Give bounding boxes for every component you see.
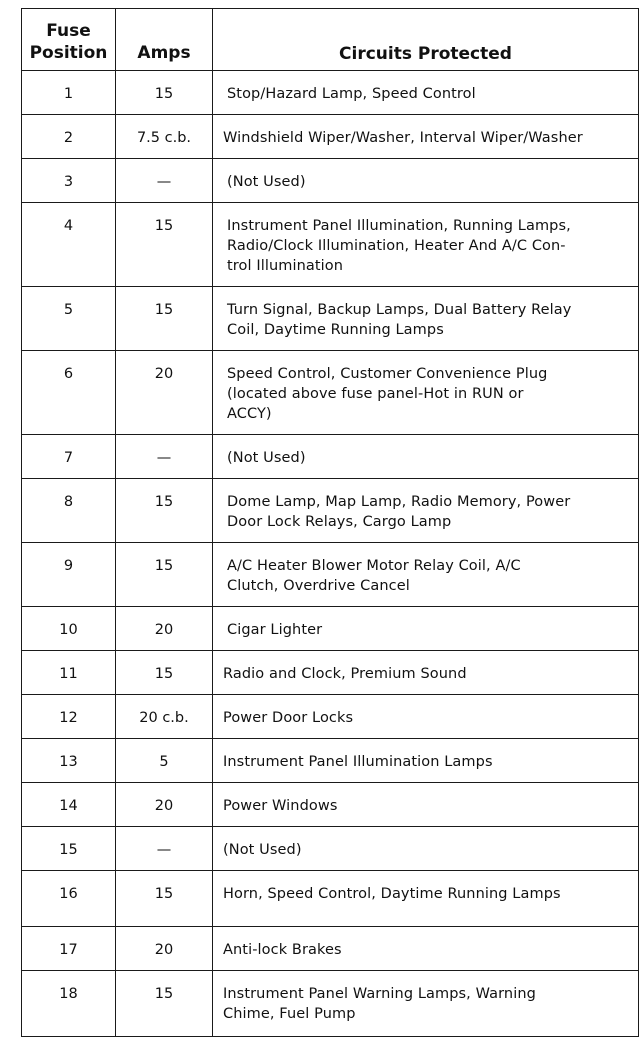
circuits-protected-cell (213, 695, 639, 739)
table-header-row (22, 9, 639, 71)
circuits-protected-cell (213, 827, 639, 871)
amps-cell: — (116, 435, 213, 479)
table-row (22, 927, 639, 971)
table-row (22, 351, 639, 435)
circuit-line: Dome Lamp, Map Lamp, Radio Memory, Power (227, 494, 571, 510)
circuit-line: Coil, Daytime Running Lamps (227, 322, 444, 338)
amps-cell: 15 (116, 287, 213, 351)
fuse-position-cell: 14 (22, 783, 116, 827)
fuse-position-cell: 11 (22, 651, 116, 695)
fuse-position-cell: 15 (22, 827, 116, 871)
fuse-position-cell: 8 (22, 479, 116, 543)
circuits-protected-cell (213, 435, 639, 479)
circuits-protected-cell (213, 115, 639, 159)
header-fuse-position-line1: Fuse (46, 21, 91, 41)
table-row (22, 543, 639, 607)
circuits-protected-cell (213, 651, 639, 695)
header-fuse-position-line2: Position (29, 43, 108, 63)
circuits-protected-cell (213, 203, 639, 287)
circuit-line: (Not Used) (223, 842, 302, 858)
table-row (22, 971, 639, 1037)
table-row (22, 739, 639, 783)
circuit-line: Radio and Clock, Premium Sound (223, 666, 467, 682)
header-fuse-position (22, 9, 116, 71)
circuit-line: Door Lock Relays, Cargo Lamp (227, 514, 452, 530)
amps-cell: 15 (116, 871, 213, 927)
table-row (22, 783, 639, 827)
header-circuits-protected: Circuits Protected (213, 9, 639, 71)
circuit-line: Speed Control, Customer Convenience Plug (227, 366, 548, 382)
table-row (22, 479, 639, 543)
fuse-position-cell: 9 (22, 543, 116, 607)
fuse-position-cell: 13 (22, 739, 116, 783)
circuit-line: A/C Heater Blower Motor Relay Coil, A/C (227, 558, 521, 574)
circuit-line: Turn Signal, Backup Lamps, Dual Battery Relay (227, 302, 572, 318)
circuits-protected-cell (213, 479, 639, 543)
amps-cell: 7.5 c.b. (116, 115, 213, 159)
circuit-line: Stop/Hazard Lamp, Speed Control (227, 86, 476, 102)
circuit-line: (Not Used) (227, 174, 306, 190)
amps-cell: 15 (116, 479, 213, 543)
circuits-protected-cell (213, 287, 639, 351)
fuse-position-cell: 12 (22, 695, 116, 739)
circuit-line: Instrument Panel Warning Lamps, Warning (223, 986, 536, 1002)
fuse-table (21, 8, 639, 1037)
table-row (22, 607, 639, 651)
table-row (22, 871, 639, 927)
circuit-line: Radio/Clock Illumination, Heater And A/C Con- (227, 238, 566, 254)
circuit-line: Power Windows (223, 798, 338, 814)
fuse-position-cell: 1 (22, 71, 116, 115)
circuits-protected-cell (213, 971, 639, 1037)
amps-cell: 15 (116, 203, 213, 287)
circuits-protected-cell (213, 607, 639, 651)
circuits-protected-cell (213, 159, 639, 203)
amps-cell: 20 c.b. (116, 695, 213, 739)
fuse-position-cell: 6 (22, 351, 116, 435)
fuse-position-cell: 3 (22, 159, 116, 203)
fuse-position-cell: 18 (22, 971, 116, 1037)
circuit-line: Chime, Fuel Pump (223, 1006, 356, 1022)
table-row (22, 651, 639, 695)
amps-cell: — (116, 827, 213, 871)
fuse-position-cell: 16 (22, 871, 116, 927)
circuit-line: Cigar Lighter (227, 622, 323, 638)
table-row (22, 159, 639, 203)
fuse-position-cell: 4 (22, 203, 116, 287)
circuits-protected-cell (213, 871, 639, 927)
amps-cell: 20 (116, 783, 213, 827)
header-amps: Amps (116, 9, 213, 71)
circuit-line: Anti-lock Brakes (223, 942, 342, 958)
circuit-line: trol Illumination (227, 258, 344, 274)
amps-cell: 20 (116, 607, 213, 651)
table-row (22, 71, 639, 115)
table-body (22, 71, 639, 1037)
circuits-protected-cell (213, 351, 639, 435)
circuit-line: Windshield Wiper/Washer, Interval Wiper/Washer (223, 130, 583, 146)
circuit-line: Power Door Locks (223, 710, 354, 726)
circuits-protected-cell (213, 739, 639, 783)
amps-cell: 5 (116, 739, 213, 783)
table-row (22, 203, 639, 287)
amps-cell: 15 (116, 971, 213, 1037)
circuit-line: Instrument Panel Illumination, Running Lamps, (227, 218, 571, 234)
fuse-position-cell: 10 (22, 607, 116, 651)
table-row (22, 435, 639, 479)
fuse-position-cell: 2 (22, 115, 116, 159)
fuse-position-cell: 17 (22, 927, 116, 971)
amps-cell: 20 (116, 351, 213, 435)
amps-cell: 20 (116, 927, 213, 971)
amps-cell: 15 (116, 543, 213, 607)
circuits-protected-cell (213, 927, 639, 971)
table-row (22, 287, 639, 351)
amps-cell: 15 (116, 71, 213, 115)
fuse-position-cell: 5 (22, 287, 116, 351)
table-row (22, 695, 639, 739)
circuits-protected-cell (213, 543, 639, 607)
fuse-position-cell: 7 (22, 435, 116, 479)
amps-cell: — (116, 159, 213, 203)
circuit-line: ACCY) (227, 406, 272, 422)
circuit-line: (located above fuse panel-Hot in RUN or (227, 386, 524, 402)
circuit-line: Horn, Speed Control, Daytime Running Lamps (223, 886, 561, 902)
circuits-protected-cell (213, 783, 639, 827)
amps-cell: 15 (116, 651, 213, 695)
circuit-line: Instrument Panel Illumination Lamps (223, 754, 493, 770)
circuits-protected-cell (213, 71, 639, 115)
circuit-line: Clutch, Overdrive Cancel (227, 578, 410, 594)
circuit-line: (Not Used) (227, 450, 306, 466)
table-row (22, 115, 639, 159)
table-row (22, 827, 639, 871)
